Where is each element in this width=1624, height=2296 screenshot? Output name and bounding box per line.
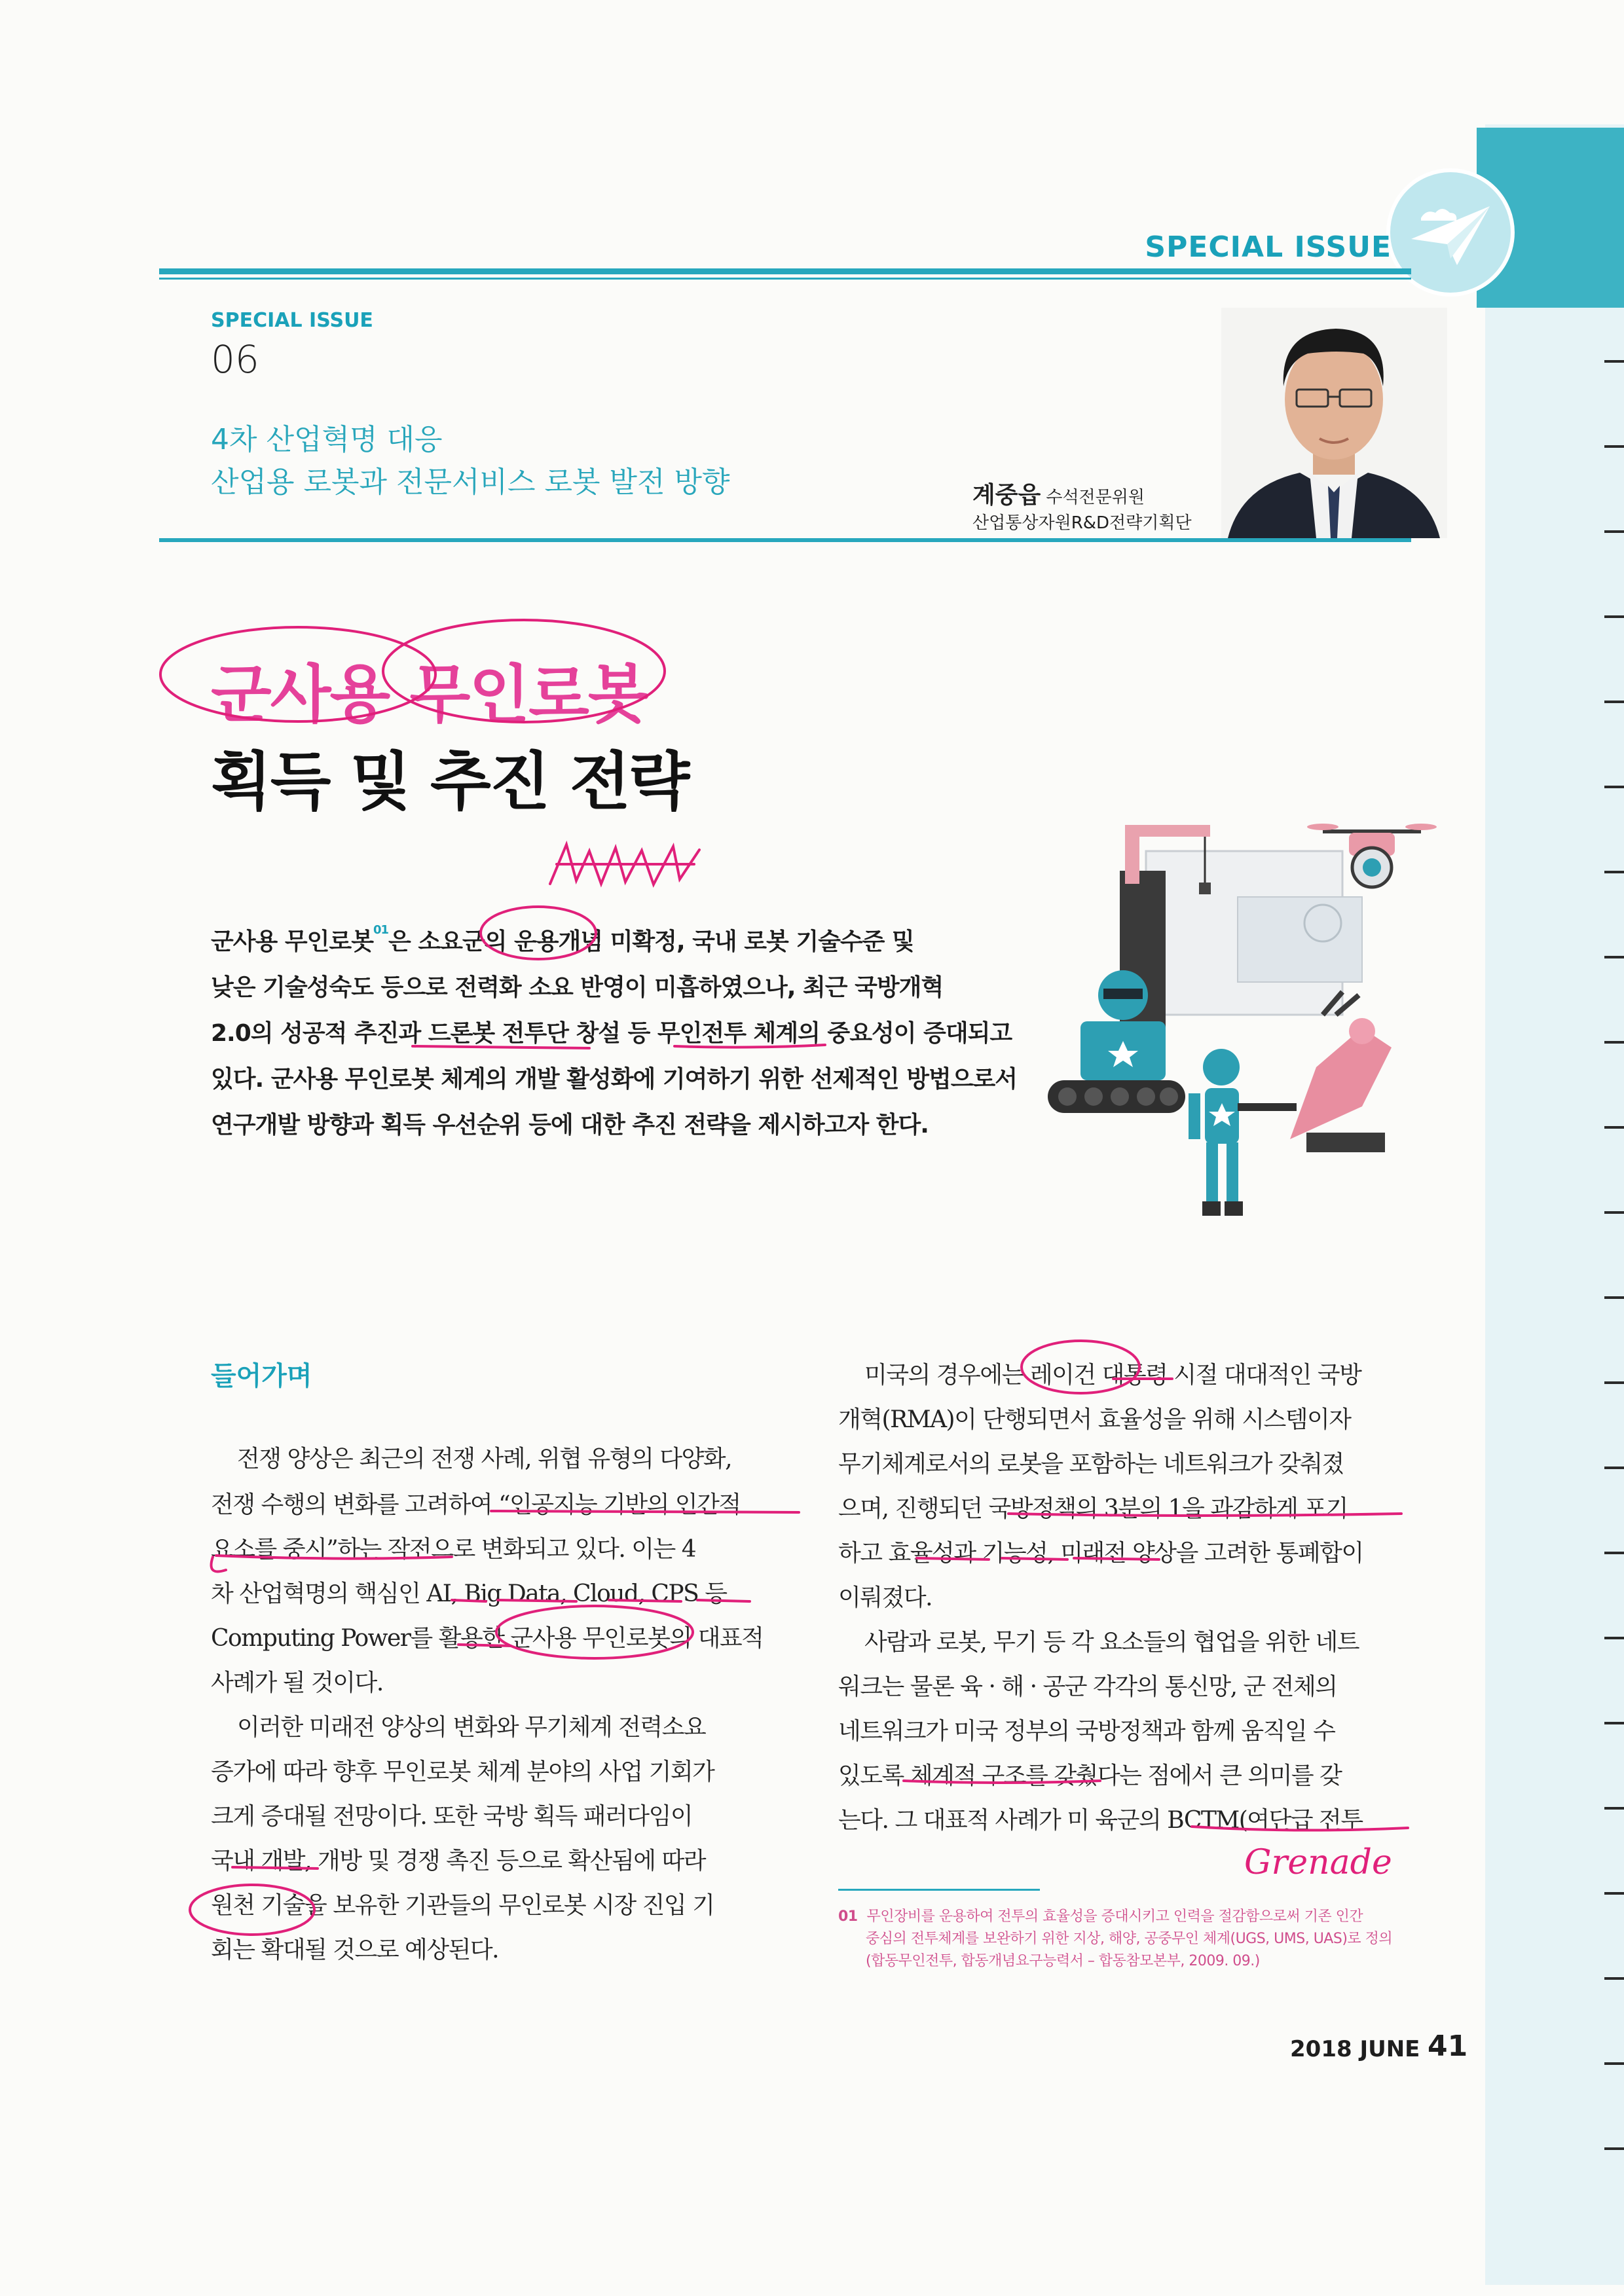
header-rule-thin	[159, 278, 1411, 280]
body-right-line: 워크는 물론 육 · 해 · 공군 각각의 통신망, 군 전체의	[838, 1673, 1337, 1700]
body-right-line: 개혁(RMA)이 단행되면서 효율성을 위해 시스템이자	[838, 1406, 1351, 1433]
body-left-line: 증가에 따라 향후 무인로봇 체계 분야의 사업 기회가	[211, 1758, 714, 1785]
issue-date: 2018 JUNE	[1290, 2036, 1420, 2062]
subtitle-line-1: 4차 산업혁명 대응	[211, 423, 443, 456]
footnote-mark: 01	[838, 1908, 858, 1925]
body-left-line: 전쟁 양상은 최근의 전쟁 사례, 위협 유형의 다양화,	[237, 1446, 732, 1472]
lead-line-3: 2.0의 성공적 추진과 드론봇 전투단 창설 등 무인전투 체계의 중요성이 증대되고	[211, 1020, 1012, 1047]
issue-label: SPECIAL ISSUE	[211, 309, 373, 332]
author-portrait	[1221, 308, 1447, 538]
body-left-line: 요소를 중시”하는 작전으로 변화되고 있다. 이는 4	[211, 1536, 696, 1563]
body-right-line: 미국의 경우에는 레이건 대통령 시절 대대적인 국방	[864, 1362, 1361, 1389]
footnote-rule	[838, 1889, 1040, 1891]
footnote-ref: 01	[373, 923, 389, 937]
body-left-line: 크게 증대될 전망이다. 또한 국방 획득 패러다임이	[211, 1803, 693, 1830]
title-line-2: 획득 및 추진 전략	[211, 745, 689, 818]
title-line-1: 군사용 무인로봇	[211, 658, 648, 731]
body-right-line: 이뤄졌다.	[838, 1584, 932, 1611]
author-organization: 산업통상자원R&D전략기획단	[972, 513, 1192, 533]
lead-line-2: 낮은 기술성숙도 등으로 전력화 소요 반영이 미흡하였으나, 최근 국방개혁	[211, 974, 944, 1001]
body-right-line: 으며, 진행되던 국방정책의 3분의 1을 과감하게 포기	[838, 1495, 1348, 1522]
footnote-line-3: (합동무인전투, 합동개념요구능력서 – 합동참모본부, 2009. 09.)	[866, 1953, 1260, 1969]
section-heading: 들어가며	[211, 1361, 312, 1391]
author-name: 계중읍	[972, 482, 1041, 509]
robot-illustration	[1041, 805, 1447, 1237]
body-left-line: Computing Power를 활용한 군사용 무인로봇의 대표적	[211, 1625, 764, 1652]
body-left-line: 이러한 미래전 양상의 변화와 무기체계 전력소요	[237, 1714, 706, 1741]
body-right-line: 네트워크가 미국 정부의 국방정책과 함께 움직일 수	[838, 1718, 1335, 1745]
author-name-block	[972, 477, 1145, 510]
body-right-line: 는다. 그 대표적 사례가 미 육군의 BCTM(여단급 전투	[838, 1807, 1363, 1834]
section-label: SPECIAL ISSUE	[1145, 230, 1392, 264]
lead-line-5: 연구개발 방향과 획득 우선순위 등에 대한 추진 전략을 제시하고자 한다.	[211, 1112, 929, 1139]
body-left-line: 차 산업혁명의 핵심인 AI, Big Data, Cloud, CPS 등	[211, 1580, 727, 1607]
body-right-line: 하고 효율성과 기능성, 미래전 양상을 고려한 통폐합이	[838, 1540, 1363, 1567]
body-right-line: 사람과 로봇, 무기 등 각 요소들의 협업을 위한 네트	[864, 1629, 1359, 1656]
body-left-line: 사례가 될 것이다.	[211, 1669, 383, 1696]
side-strip	[1485, 124, 1624, 2285]
body-right-line: 있도록 체계적 구조를 갖췄다는 점에서 큰 의미를 갖	[838, 1762, 1342, 1789]
body-left-line: 원천 기술을 보유한 기관들의 무인로봇 시장 진입 기	[211, 1892, 714, 1919]
body-left-line: 국내 개발, 개방 및 경쟁 촉진 등으로 확산됨에 따라	[211, 1848, 706, 1874]
page-number: 41	[1428, 2030, 1468, 2063]
handwritten-note: Grenade	[1244, 1843, 1392, 1882]
subtitle-line-2: 산업용 로봇과 전문서비스 로봇 발전 방향	[211, 465, 730, 499]
footnote-line-2: 중심의 전투체계를 보완하기 위한 지상, 해양, 공중무인 체계(UGS, UMS, UAS)로 정의	[866, 1931, 1393, 1947]
body-left-line: 전쟁 수행의 변화를 고려하여 “인공지능 기반의 인간적	[211, 1491, 741, 1518]
author-role: 수석전문위원	[1046, 488, 1145, 507]
footnote-line-1: 01 무인장비를 운용하여 전투의 효율성을 증대시키고 인력을 절감함으로써 기존 인간	[838, 1908, 1363, 1925]
header-bottom-rule	[159, 538, 1411, 542]
issue-number: 06	[211, 337, 259, 382]
lead-line-1: 군사용 무인로봇$^{01}$은 소요군의 운용개념 미확정, 국내 로봇 기술수준 및	[211, 923, 914, 955]
body-right-line: 무기체계로서의 로봇을 포함하는 네트워크가 갖춰졌	[838, 1451, 1344, 1478]
body-left-line: 회는 확대될 것으로 예상된다.	[211, 1937, 499, 1963]
lead-line-4: 있다. 군사용 무인로봇 체계의 개발 활성화에 기여하기 위한 선제적인 방법으로서	[211, 1066, 1018, 1093]
header-rule	[159, 268, 1411, 274]
